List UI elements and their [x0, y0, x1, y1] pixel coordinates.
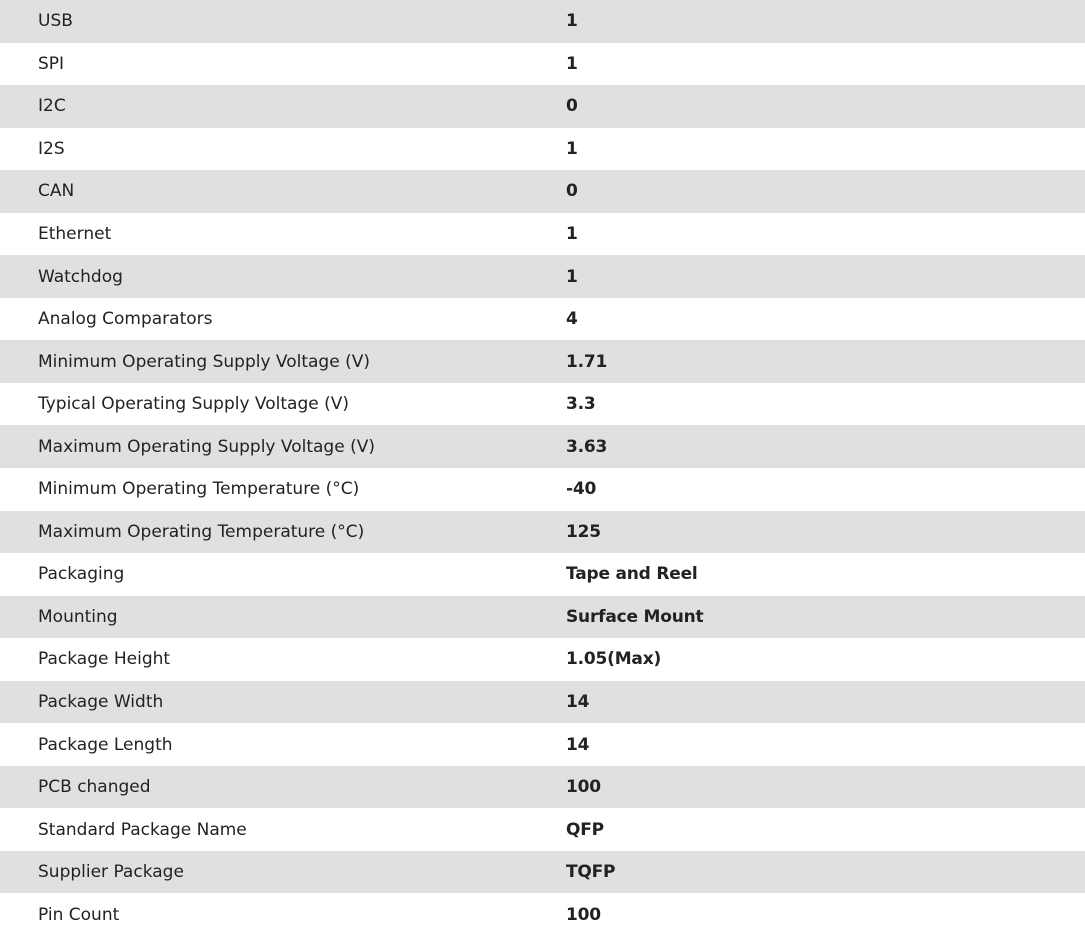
table-row — [0, 85, 1085, 128]
spec-value: 100 — [566, 766, 1085, 809]
table-row — [0, 596, 1085, 639]
spec-label: Package Length — [0, 723, 566, 766]
table-row — [0, 0, 1085, 43]
spec-label: I2C — [0, 85, 566, 128]
spec-value: 0 — [566, 170, 1085, 213]
spec-label: I2S — [0, 128, 566, 171]
spec-value: 125 — [566, 511, 1085, 554]
spec-value: QFP — [566, 808, 1085, 851]
spec-label: Standard Package Name — [0, 808, 566, 851]
table-row — [0, 383, 1085, 426]
table-row — [0, 766, 1085, 809]
spec-value: 1.05(Max) — [566, 638, 1085, 681]
table-row — [0, 723, 1085, 766]
spec-value: 4 — [566, 298, 1085, 341]
spec-value: 1 — [566, 128, 1085, 171]
spec-label: Package Height — [0, 638, 566, 681]
spec-label: Maximum Operating Supply Voltage (V) — [0, 425, 566, 468]
table-row — [0, 851, 1085, 894]
spec-value: 3.3 — [566, 383, 1085, 426]
table-row — [0, 808, 1085, 851]
spec-value: 14 — [566, 723, 1085, 766]
spec-label: Supplier Package — [0, 851, 566, 894]
table-row — [0, 638, 1085, 681]
table-row — [0, 425, 1085, 468]
spec-value: Tape and Reel — [566, 553, 1085, 596]
spec-value: 0 — [566, 85, 1085, 128]
spec-label: Analog Comparators — [0, 298, 566, 341]
spec-value: 3.63 — [566, 425, 1085, 468]
spec-value: 1 — [566, 255, 1085, 298]
spec-value: TQFP — [566, 851, 1085, 894]
table-row — [0, 340, 1085, 383]
spec-value: 100 — [566, 893, 1085, 936]
table-row — [0, 681, 1085, 724]
spec-label: Typical Operating Supply Voltage (V) — [0, 383, 566, 426]
spec-label: Pin Count — [0, 893, 566, 936]
spec-value: 14 — [566, 681, 1085, 724]
spec-value: -40 — [566, 468, 1085, 511]
table-row — [0, 553, 1085, 596]
table-row — [0, 255, 1085, 298]
spec-label: Minimum Operating Temperature (°C) — [0, 468, 566, 511]
table-row — [0, 893, 1085, 936]
table-row — [0, 213, 1085, 256]
table-row — [0, 298, 1085, 341]
spec-label: Package Width — [0, 681, 566, 724]
spec-label: Mounting — [0, 596, 566, 639]
spec-value: 1 — [566, 0, 1085, 43]
spec-label: Maximum Operating Temperature (°C) — [0, 511, 566, 554]
table-row — [0, 170, 1085, 213]
spec-value: 1.71 — [566, 340, 1085, 383]
spec-label: Packaging — [0, 553, 566, 596]
spec-label: Watchdog — [0, 255, 566, 298]
table-row — [0, 43, 1085, 86]
table-row — [0, 128, 1085, 171]
spec-label: USB — [0, 0, 566, 43]
spec-label: SPI — [0, 43, 566, 86]
spec-value: Surface Mount — [566, 596, 1085, 639]
table-row — [0, 468, 1085, 511]
spec-value: 1 — [566, 43, 1085, 86]
spec-label: PCB changed — [0, 766, 566, 809]
table-row — [0, 511, 1085, 554]
spec-label: Ethernet — [0, 213, 566, 256]
spec-value: 1 — [566, 213, 1085, 256]
spec-label: CAN — [0, 170, 566, 213]
spec-label: Minimum Operating Supply Voltage (V) — [0, 340, 566, 383]
